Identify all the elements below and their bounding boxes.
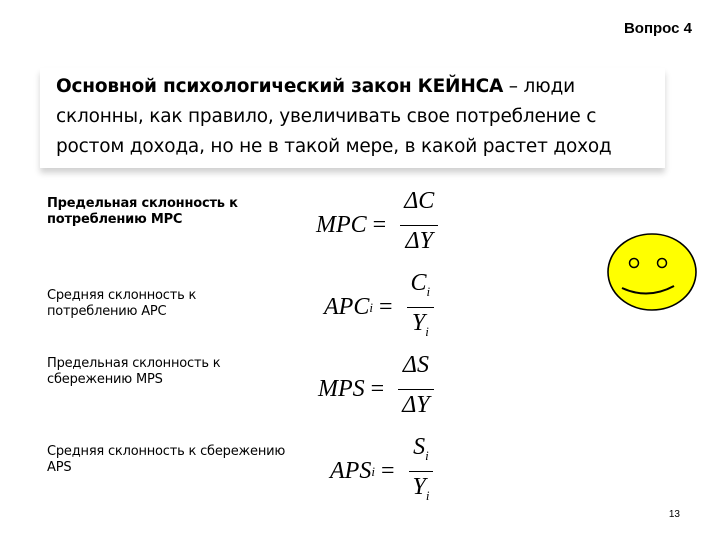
- formula-mps: [318, 350, 434, 429]
- formula-mpc: [316, 186, 438, 265]
- law-title: Основной психологический закон КЕЙНСА: [56, 76, 504, 97]
- slide-label: Вопрос 4: [623, 20, 692, 37]
- formula-aps-eq: =: [380, 458, 395, 485]
- formula-mps-lhs: MPS: [318, 376, 365, 403]
- formula-aps: [330, 432, 433, 511]
- formula-mps-eq: =: [370, 376, 385, 403]
- smiley-right-eye: [658, 259, 667, 268]
- formula-aps-fraction: [409, 432, 434, 511]
- formula-mpc-eq: =: [372, 212, 387, 239]
- formula-aps-num: S: [413, 434, 426, 460]
- formula-apc-lhs: APC: [324, 294, 370, 321]
- formula-apc-den: Y: [411, 310, 426, 337]
- label-mpc: Предельная склонность к потреблению MPC: [47, 196, 238, 227]
- formula-mps-num: ΔS: [402, 352, 429, 378]
- law-box: [40, 68, 665, 168]
- label-mps: Предельная склонность к сбережению MPS: [47, 356, 221, 387]
- label-aps: Средняя склонность к сбережению APS: [47, 444, 286, 475]
- formula-aps-den: Y: [412, 474, 426, 501]
- label-apc: Средняя склонность к потреблению APC: [47, 288, 197, 319]
- smiley-face-icon: [606, 232, 698, 312]
- law-body: – люди склонны, как правило, увеличивать свое потребление с ростом дохода, но не в такой мере, в какой растет доход: [56, 76, 612, 157]
- formula-apc-fraction: [407, 268, 435, 347]
- formula-mps-fraction: [398, 350, 433, 429]
- formula-apc-den-sub: i: [425, 324, 429, 340]
- formula-aps-num-sub: i: [425, 448, 429, 463]
- smiley-face: [608, 234, 696, 310]
- formula-mpc-fraction: [400, 186, 438, 265]
- formula-apc: [324, 268, 434, 347]
- smiley-left-eye: [630, 259, 639, 268]
- formula-mpc-den: ΔY: [405, 228, 433, 255]
- formula-apc-num-sub: i: [426, 284, 431, 299]
- formula-aps-den-sub: i: [425, 488, 430, 504]
- formula-apc-num: C: [410, 270, 427, 296]
- formula-mps-den: ΔY: [402, 392, 430, 419]
- formula-mpc-lhs: MPC: [316, 212, 367, 239]
- page-number: 13: [668, 509, 680, 520]
- formula-apc-lhs-sub: i: [369, 299, 373, 315]
- formula-apc-eq: =: [378, 294, 393, 321]
- formula-aps-lhs-sub: i: [371, 463, 375, 479]
- formula-aps-lhs: APS: [330, 458, 372, 485]
- law-text: [56, 72, 661, 162]
- formula-mpc-num: ΔC: [404, 188, 435, 214]
